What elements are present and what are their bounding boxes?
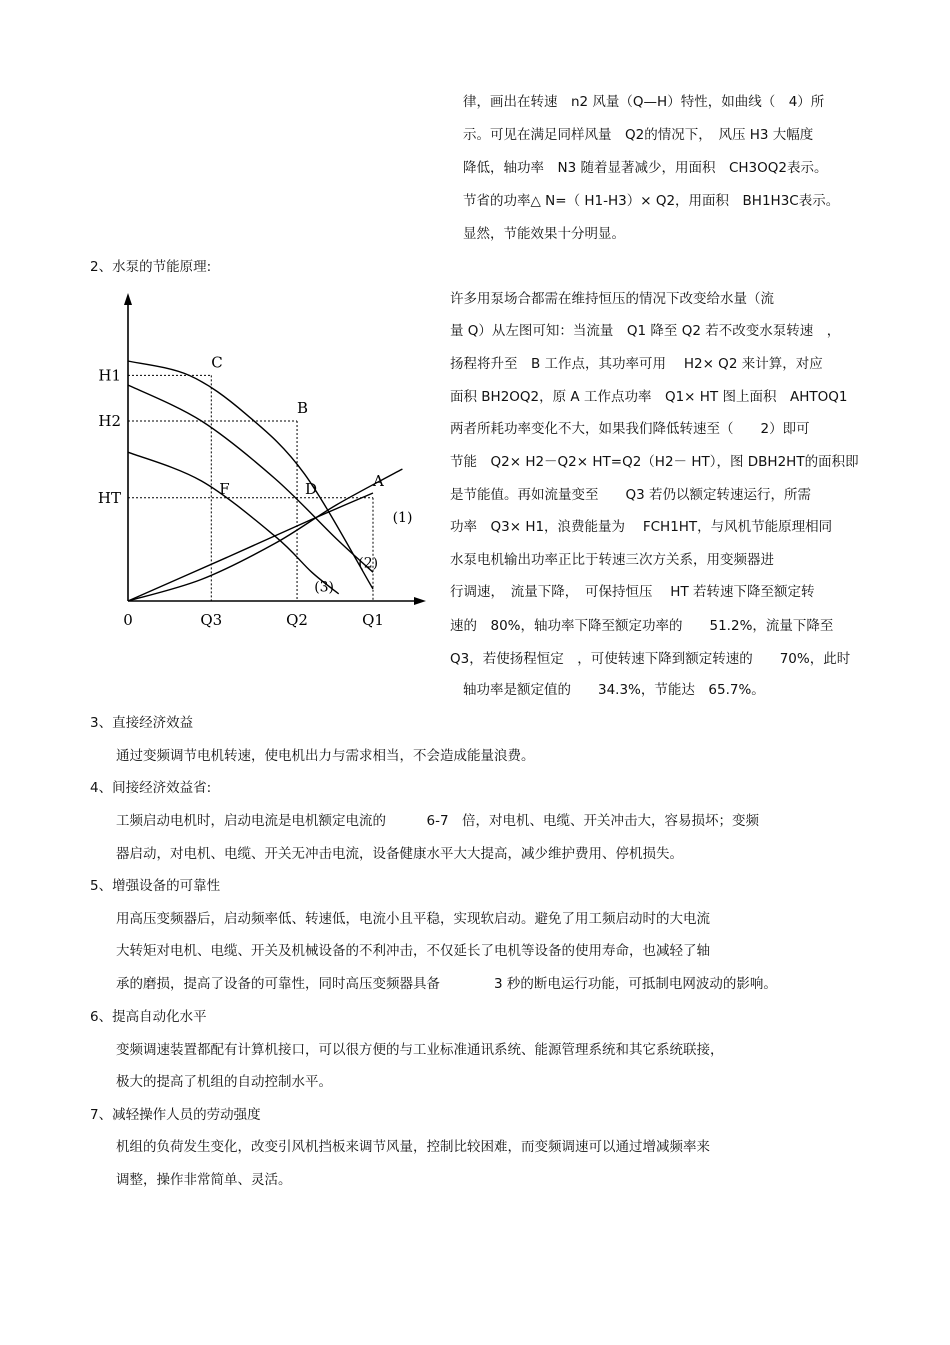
section-heading: 3、直接经济效益	[90, 715, 194, 731]
text-line: 极大的提高了机组的自动控制水平。	[116, 1074, 332, 1090]
text-line: 承的磨损，提高了设备的可靠性，同时高压变频器具备 3 秒的断电运行功能，可抵制电网波动的影响。	[116, 976, 777, 992]
text-line: 两者所耗功率变化不大，如果我们降低转速至（ 2）即可	[450, 421, 810, 437]
text-line: 行调速， 流量下降， 可保持恒压 HT 若转速下降至额定转	[450, 584, 815, 600]
y-tick-label: HT	[97, 488, 121, 507]
text-line: 扬程将升至 B 工作点，其功率可用 H2× Q2 来计算，对应	[450, 356, 823, 372]
point-label-c: C	[211, 353, 223, 372]
pump-curve-chart	[90, 283, 430, 643]
text-line: Q3，若使扬程恒定 ，可使转速下降到额定转速的 70%，此时	[450, 651, 851, 667]
text-line: 显然，节能效果十分明显。	[463, 226, 625, 242]
text-line: 机组的负荷发生变化，改变引风机挡板来调节风量，控制比较困难，而变频调速可以通过增减频率来	[116, 1139, 710, 1155]
curve-label-1: (1)	[392, 509, 413, 526]
x-tick-label: Q3	[200, 611, 223, 629]
y-axis-arrow	[124, 293, 132, 305]
text-line: 许多用泵场合都需在维持恒压的情况下改变给水量（流	[450, 291, 774, 307]
text-line: 是节能值。再如流量变至 Q3 若仍以额定转速运行，所需	[450, 487, 812, 503]
point-label-d: D	[305, 479, 318, 498]
text-line: 降低，轴功率 N3 随着显著减少，用面积 CH3OQ2表示。	[463, 160, 828, 176]
text-line: 工频启动电机时，启动电流是电机额定电流的 6-7 倍，对电机、电缆、开关冲击大，容易损坏；变频	[116, 813, 760, 829]
text-line: 轴功率是额定值的 34.3%，节能达 65.7%。	[463, 682, 765, 698]
point-label-b: B	[297, 399, 309, 417]
text-line: 面积 BH2OQ2，原 A 工作点功率 Q1× HT 图上面积 AHTOQ1	[450, 389, 848, 405]
text-line: 功率 Q3× H1，浪费能量为 FCH1HT，与风机节能原理相同	[450, 519, 833, 535]
section-heading: 2、水泵的节能原理:	[90, 259, 212, 275]
section-heading: 4、间接经济效益省:	[90, 780, 212, 796]
section-heading: 6、提高自动化水平	[90, 1009, 207, 1025]
text-line: 大转矩对电机、电缆、开关及机械设备的不利冲击，不仅延长了电机等设备的使用寿命，也减轻了轴	[116, 943, 710, 959]
point-label-f: F	[219, 479, 230, 498]
series-line-1	[128, 361, 373, 589]
text-line: 速的 80%，轴功率下降至额定功率的 51.2%，流量下降至	[450, 618, 834, 634]
text-line: 调整，操作非常简单、灵活。	[116, 1172, 292, 1188]
text-line: 通过变频调节电机转速，使电机出力与需求相当，不会造成能量浪费。	[116, 748, 535, 764]
point-label-a: A	[373, 471, 384, 490]
series-line-5	[128, 493, 373, 601]
series-line-2	[128, 385, 373, 572]
series-line-4	[128, 469, 402, 601]
x-tick-label: Q1	[362, 611, 384, 629]
text-line: 用高压变频器后，启动频率低、转速低，电流小且平稳，实现软启动。避免了用工频启动时的大电流	[116, 911, 710, 927]
section-heading: 5、增强设备的可靠性	[90, 878, 221, 894]
text-line: 节省的功率△ N=（ H1-H3）× Q2，用面积 BH1H3C表示。	[463, 193, 840, 209]
curve-label-3: (3)	[314, 579, 335, 596]
x-axis-arrow	[414, 597, 426, 605]
text-line: 律，画出在转速 n2 风量（Q—H）特性，如曲线（ 4）所	[463, 94, 825, 110]
section-heading: 7、减轻操作人员的劳动强度	[90, 1107, 261, 1123]
y-tick-label: H2	[98, 412, 121, 430]
text-line: 节能 Q2× H2－Q2× HT=Q2（H2－ HT），图 DBH2HT的面积即	[450, 454, 859, 470]
y-tick-label: H1	[98, 366, 121, 385]
x-tick-label: Q2	[286, 611, 308, 629]
text-line: 量 Q）从左图可知：当流量 Q1 降至 Q2 若不改变水泵转速 ，	[450, 323, 841, 339]
text-line: 器启动，对电机、电缆、开关无冲击电流，设备健康水平大大提高，减少维护费用、停机损失。	[116, 846, 683, 862]
x-tick-label: 0	[123, 611, 133, 629]
text-line: 水泵电机输出功率正比于转速三次方关系，用变频器进	[450, 552, 774, 568]
text-line: 变频调速装置都配有计算机接口，可以很方便的与工业标准通讯系统、能源管理系统和其它系统联接，	[116, 1042, 724, 1058]
text-line: 示。可见在满足同样风量 Q2的情况下， 风压 H3 大幅度	[463, 127, 814, 143]
curve-label-2: (2)	[358, 555, 379, 572]
